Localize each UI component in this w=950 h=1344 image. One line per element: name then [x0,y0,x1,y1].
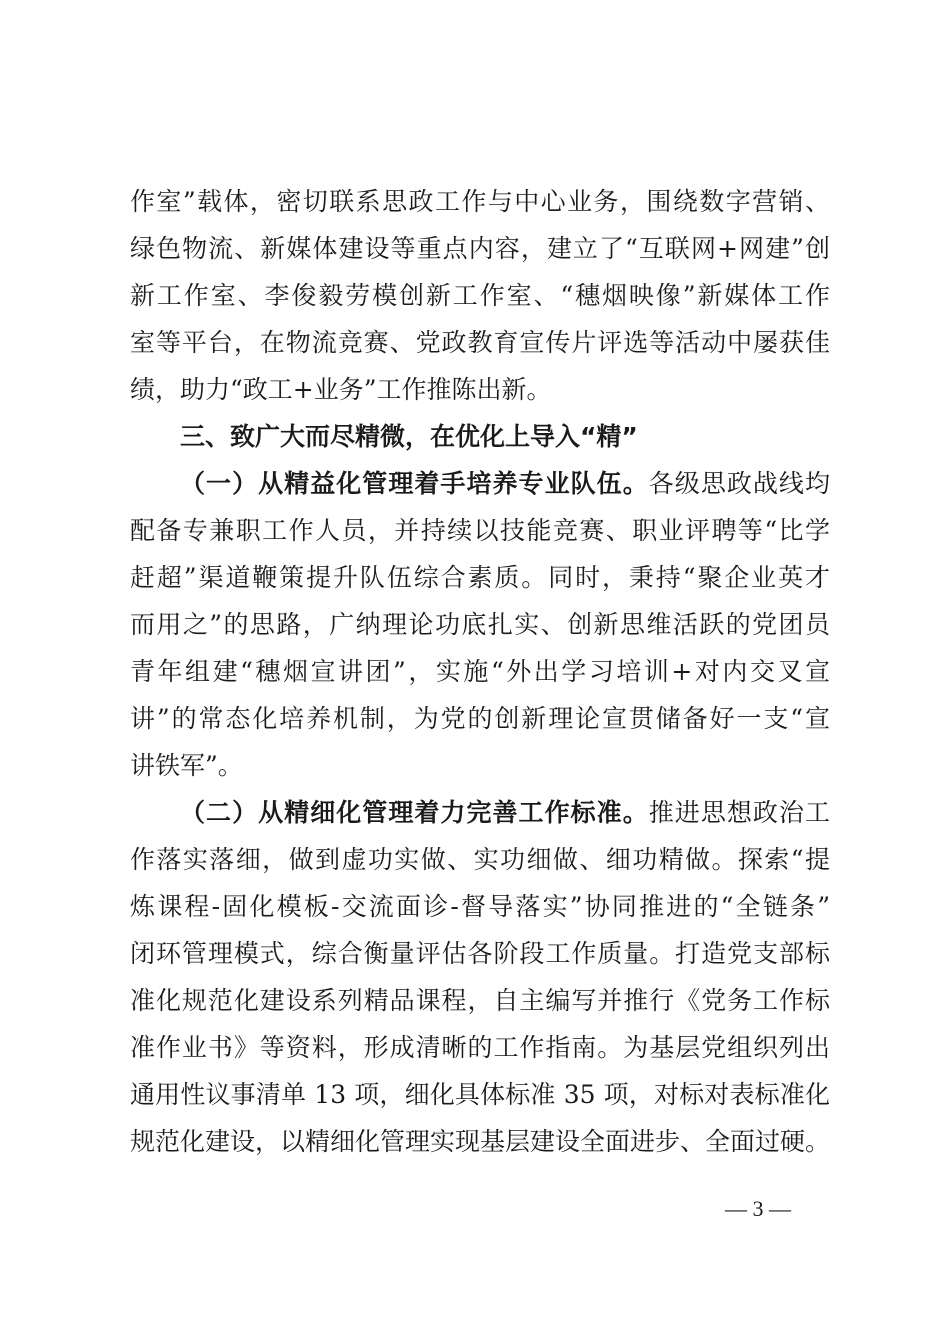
paragraph-line: 赶超”渠道鞭策提升队伍综合素质。同时，秉持“聚企业英才 [130,563,830,592]
paragraph-line: 通用性议事清单 13 项，细化具体标准 35 项，对标对表标准化 [130,1080,830,1109]
paragraph-line: 准化规范化建设系列精品课程，自主编写并推行《党务工作标 [130,986,830,1015]
paragraph-line: 闭环管理模式，综合衡量评估各阶段工作质量。打造党支部标 [130,939,830,968]
paragraph-line: 绿色物流、新媒体建设等重点内容，建立了“互联网+网建”创 [130,234,830,263]
subsection-lead: （二）从精细化管理着力完善工作标准。 [180,798,649,827]
subsection-lead: （一）从精益化管理着手培养专业队伍。 [180,469,649,498]
paragraph-line: 讲”的常态化培养机制，为党的创新理论宣贯储备好一支“宣 [130,704,830,733]
paragraph-line: 作落实落细，做到虚功实做、实功细做、细功精做。探索“提 [130,845,830,874]
paragraph-line: 规范化建设，以精细化管理实现基层建设全面进步、全面过硬。 [130,1127,831,1156]
subsection-text: 各级思政战线均 [648,469,830,498]
subsection-text: 推进思想政治工 [648,798,830,827]
paragraph-line: 青年组建“穗烟宣讲团”，实施“外出学习培训+对内交叉宣 [130,657,830,686]
paragraph-line: 配备专兼职工作人员，并持续以技能竞赛、职业评聘等“比学 [130,516,830,545]
subsection-first-line [180,796,830,830]
paragraph-line: 新工作室、李俊毅劳模创新工作室、“穗烟映像”新媒体工作 [130,281,830,310]
paragraph-line: 炼课程-固化模板-交流面诊-督导落实”协同推进的“全链条” [130,892,830,921]
subsection-first-line [180,467,830,501]
section-heading: 三、致广大而尽精微，在优化上导入“精” [180,422,638,451]
paragraph-line: 作室”载体，密切联系思政工作与中心业务，围绕数字营销、 [130,187,830,216]
paragraph-line: 室等平台，在物流竞赛、党政教育宣传片评选等活动中屡获佳 [130,328,830,357]
paragraph-line: 讲铁军”。 [130,751,243,780]
paragraph-line: 而用之”的思路，广纳理论功底扎实、创新思维活跃的党团员 [130,610,830,639]
paragraph-line: 绩，助力“政工+业务”工作推陈出新。 [130,375,552,404]
paragraph-line: 准作业书》等资料，形成清晰的工作指南。为基层党组织列出 [130,1033,830,1062]
page-number: — 3 — [725,1196,791,1221]
